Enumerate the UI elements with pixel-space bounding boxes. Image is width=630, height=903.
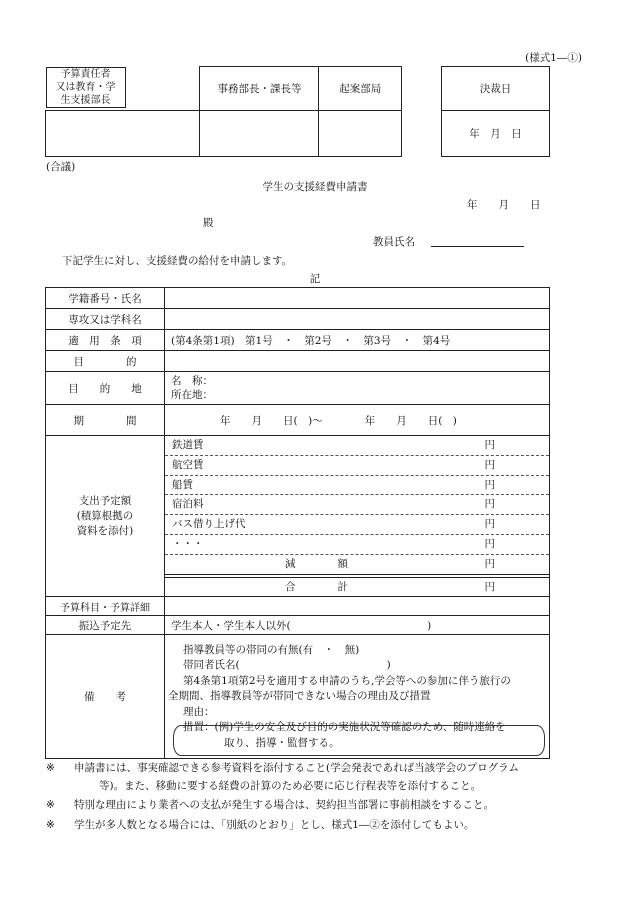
decision-date-header: 決裁日 [442,67,550,111]
decision-table [441,66,550,157]
deduction-row[interactable]: 減 額 円 [165,555,549,575]
decision-date-value: 年 月 日 [442,111,550,157]
note-2: ※ 特別な理由により業者への支払が発生する場合は、契約担当部署に事前相談をすること。 [46,799,494,811]
destination-label: 目 的 地 [46,372,165,405]
budget-manager-header: 予算責任者 又は教育・学 生支援部長 [46,67,126,108]
page-title: 学生の支援経費申請書 [262,181,368,193]
destination-address-label: 所在地： [171,389,213,401]
student-value[interactable] [165,288,550,309]
purpose-label: 目 的 [46,351,165,372]
consultation-label: (合議) [46,161,76,173]
period-label: 期 間 [46,405,165,436]
drafting-dept-stamp [319,111,402,157]
destination-name-label: 名 称： [171,375,213,387]
note-3: ※ 学生が多人数となる場合には、「別紙のとおり」とし、様式1―②を添付してもよい。 [46,819,475,831]
remarks-line: 第4条第1項第2号を適用する申請のうち,学会等への参加に伴う旅行の [183,674,511,687]
expense-item[interactable]: 船賃 円 [165,476,549,496]
note-1: ※ 申請書には、事実確認できる参考資料を添付すること(学会発表であれば当該学会のプログラム 等)。また、移動に要する経費の計算のため必要に応じ行程表等を添付すること。 [46,762,519,792]
destination-value[interactable] [165,372,550,405]
expense-item[interactable]: 宿泊料 円 [165,495,549,515]
major-value[interactable] [165,309,550,330]
remarks-label: 備 考 [46,635,165,759]
purpose-value[interactable] [165,351,550,372]
application-date: 年 月 日 [467,199,541,211]
remarks-line: 全期間、指導教員等が帯同できない場合の理由及び措置 [168,690,431,703]
remarks-line: 帯同者氏名( ) [183,659,391,672]
remarks-value[interactable] [165,635,550,759]
form-code: (様式1―①) [525,52,582,64]
approval-table [45,66,402,157]
period-value[interactable]: 年 月 日( )～ 年 月 日( ) [165,405,550,436]
remarks-line: 措置：(例)学生の安全及び目的の実施状況等確認のため、随時連絡を [183,721,506,734]
remarks-line: 理由： [183,705,215,718]
drafting-dept-header: 起案部局 [319,67,402,111]
student-label: 学籍番号・氏名 [46,288,165,309]
budget-label: 予算科目・予算詳細 [46,597,165,616]
clause-label: 適 用 条 項 [46,330,165,351]
remarks-line: 指導教員等の帯同の有無(有 ・ 無) [183,643,360,656]
transfer-value[interactable]: 学生本人・学生本人以外( ) [165,616,550,635]
office-director-header: 事務部長・課長等 [200,67,319,111]
expense-item[interactable]: バス借り上げ代 円 [165,515,549,535]
application-form [45,287,550,759]
clause-value[interactable]: (第4条第1項) 第1号 ・ 第2号 ・ 第3号 ・ 第4号 [165,330,550,351]
addressee: 殿 [203,217,214,229]
transfer-label: 振込予定先 [46,616,165,635]
expense-item[interactable]: ・・・ 円 [165,535,549,555]
remarks-line: 取り、指導・監督する。 [224,736,340,749]
expense-item[interactable]: 鉄道賃 円 [165,436,549,456]
budget-manager-stamp [46,111,200,157]
total-row[interactable]: 合 計 円 [165,577,549,597]
teacher-name-line[interactable] [431,246,524,247]
expense-breakdown [165,436,550,597]
office-director-stamp [200,111,319,157]
expense-item[interactable]: 航空賃 円 [165,456,549,476]
budget-value[interactable] [165,597,550,616]
teacher-name-label: 教員氏名 [373,236,415,248]
remarks-bracket [173,725,545,756]
intro-text: 下記学生に対し、支援経費の給付を申請します。 [62,255,293,267]
major-label: 専攻又は学科名 [46,309,165,330]
ki-label: 記 [309,273,321,285]
expense-label: 支出予定額 (積算根拠の 資料を添付) [46,436,165,597]
